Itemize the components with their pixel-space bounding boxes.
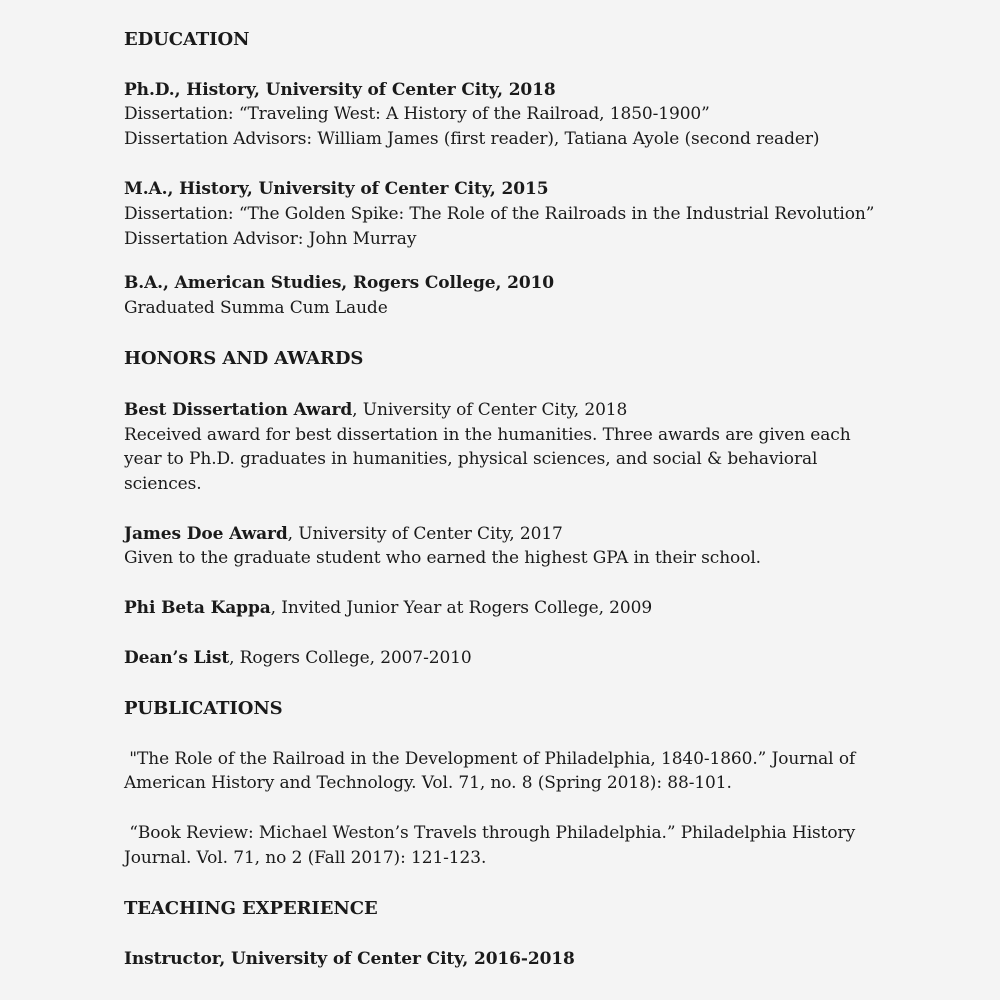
award-detail: , Invited Junior Year at Rogers College, 2009: [270, 598, 653, 618]
james-doe-desc: Given to the graduate student who earned the highest GPA in their school.: [124, 548, 761, 568]
award-detail: , Rogers College, 2007-2010: [229, 648, 472, 668]
award-detail: , University of Center City, 2018: [352, 400, 628, 420]
phd-dissertation: Dissertation: “Traveling West: A History of the Railroad, 1850-1900”: [124, 104, 710, 124]
best-dissertation-desc-1: Received award for best dissertation in the humanities. Three awards are given each: [124, 425, 851, 445]
award-name: Best Dissertation Award: [124, 400, 353, 420]
phi-beta-kappa-line: [124, 596, 652, 621]
award-name: Dean’s List: [124, 648, 230, 668]
instructor-position: Instructor, University of Center City, 2016-2018: [124, 949, 575, 969]
publication-1-line-2: American History and Technology. Vol. 71, no. 8 (Spring 2018): 88-101.: [124, 773, 732, 793]
james-doe-line: [124, 522, 563, 547]
publications-heading: PUBLICATIONS: [124, 698, 283, 719]
phd-advisors: Dissertation Advisors: William James (first reader), Tatiana Ayole (second reader): [124, 129, 820, 149]
publication-1-line-1: "The Role of the Railroad in the Development of Philadelphia, 1840-1860.” Journal of: [124, 749, 856, 769]
ba-degree: B.A., American Studies, Rogers College, 2010: [124, 273, 555, 293]
best-dissertation-line: [124, 398, 627, 423]
honors-heading: HONORS AND AWARDS: [124, 348, 364, 369]
publication-2-line-1: “Book Review: Michael Weston’s Travels through Philadelphia.” Philadelphia History: [124, 823, 856, 843]
ma-degree: M.A., History, University of Center City, 2015: [124, 179, 549, 199]
award-name: Phi Beta Kappa: [124, 598, 271, 618]
phd-degree: Ph.D., History, University of Center City, 2018: [124, 80, 556, 100]
education-heading: EDUCATION: [124, 29, 250, 50]
best-dissertation-desc-2: year to Ph.D. graduates in humanities, physical sciences, and social & behavioral: [124, 449, 818, 469]
ma-advisor: Dissertation Advisor: John Murray: [124, 229, 417, 249]
ba-note: Graduated Summa Cum Laude: [124, 298, 388, 318]
best-dissertation-desc-3: sciences.: [124, 474, 202, 494]
publication-2-line-2: Journal. Vol. 71, no 2 (Fall 2017): 121-123.: [124, 848, 487, 868]
award-detail: , University of Center City, 2017: [287, 524, 563, 544]
award-name: James Doe Award: [124, 524, 288, 544]
deans-list-line: [124, 646, 472, 671]
ma-dissertation: Dissertation: “The Golden Spike: The Role of the Railroads in the Industrial Revolution”: [124, 204, 875, 224]
teaching-heading: TEACHING EXPERIENCE: [124, 898, 378, 919]
